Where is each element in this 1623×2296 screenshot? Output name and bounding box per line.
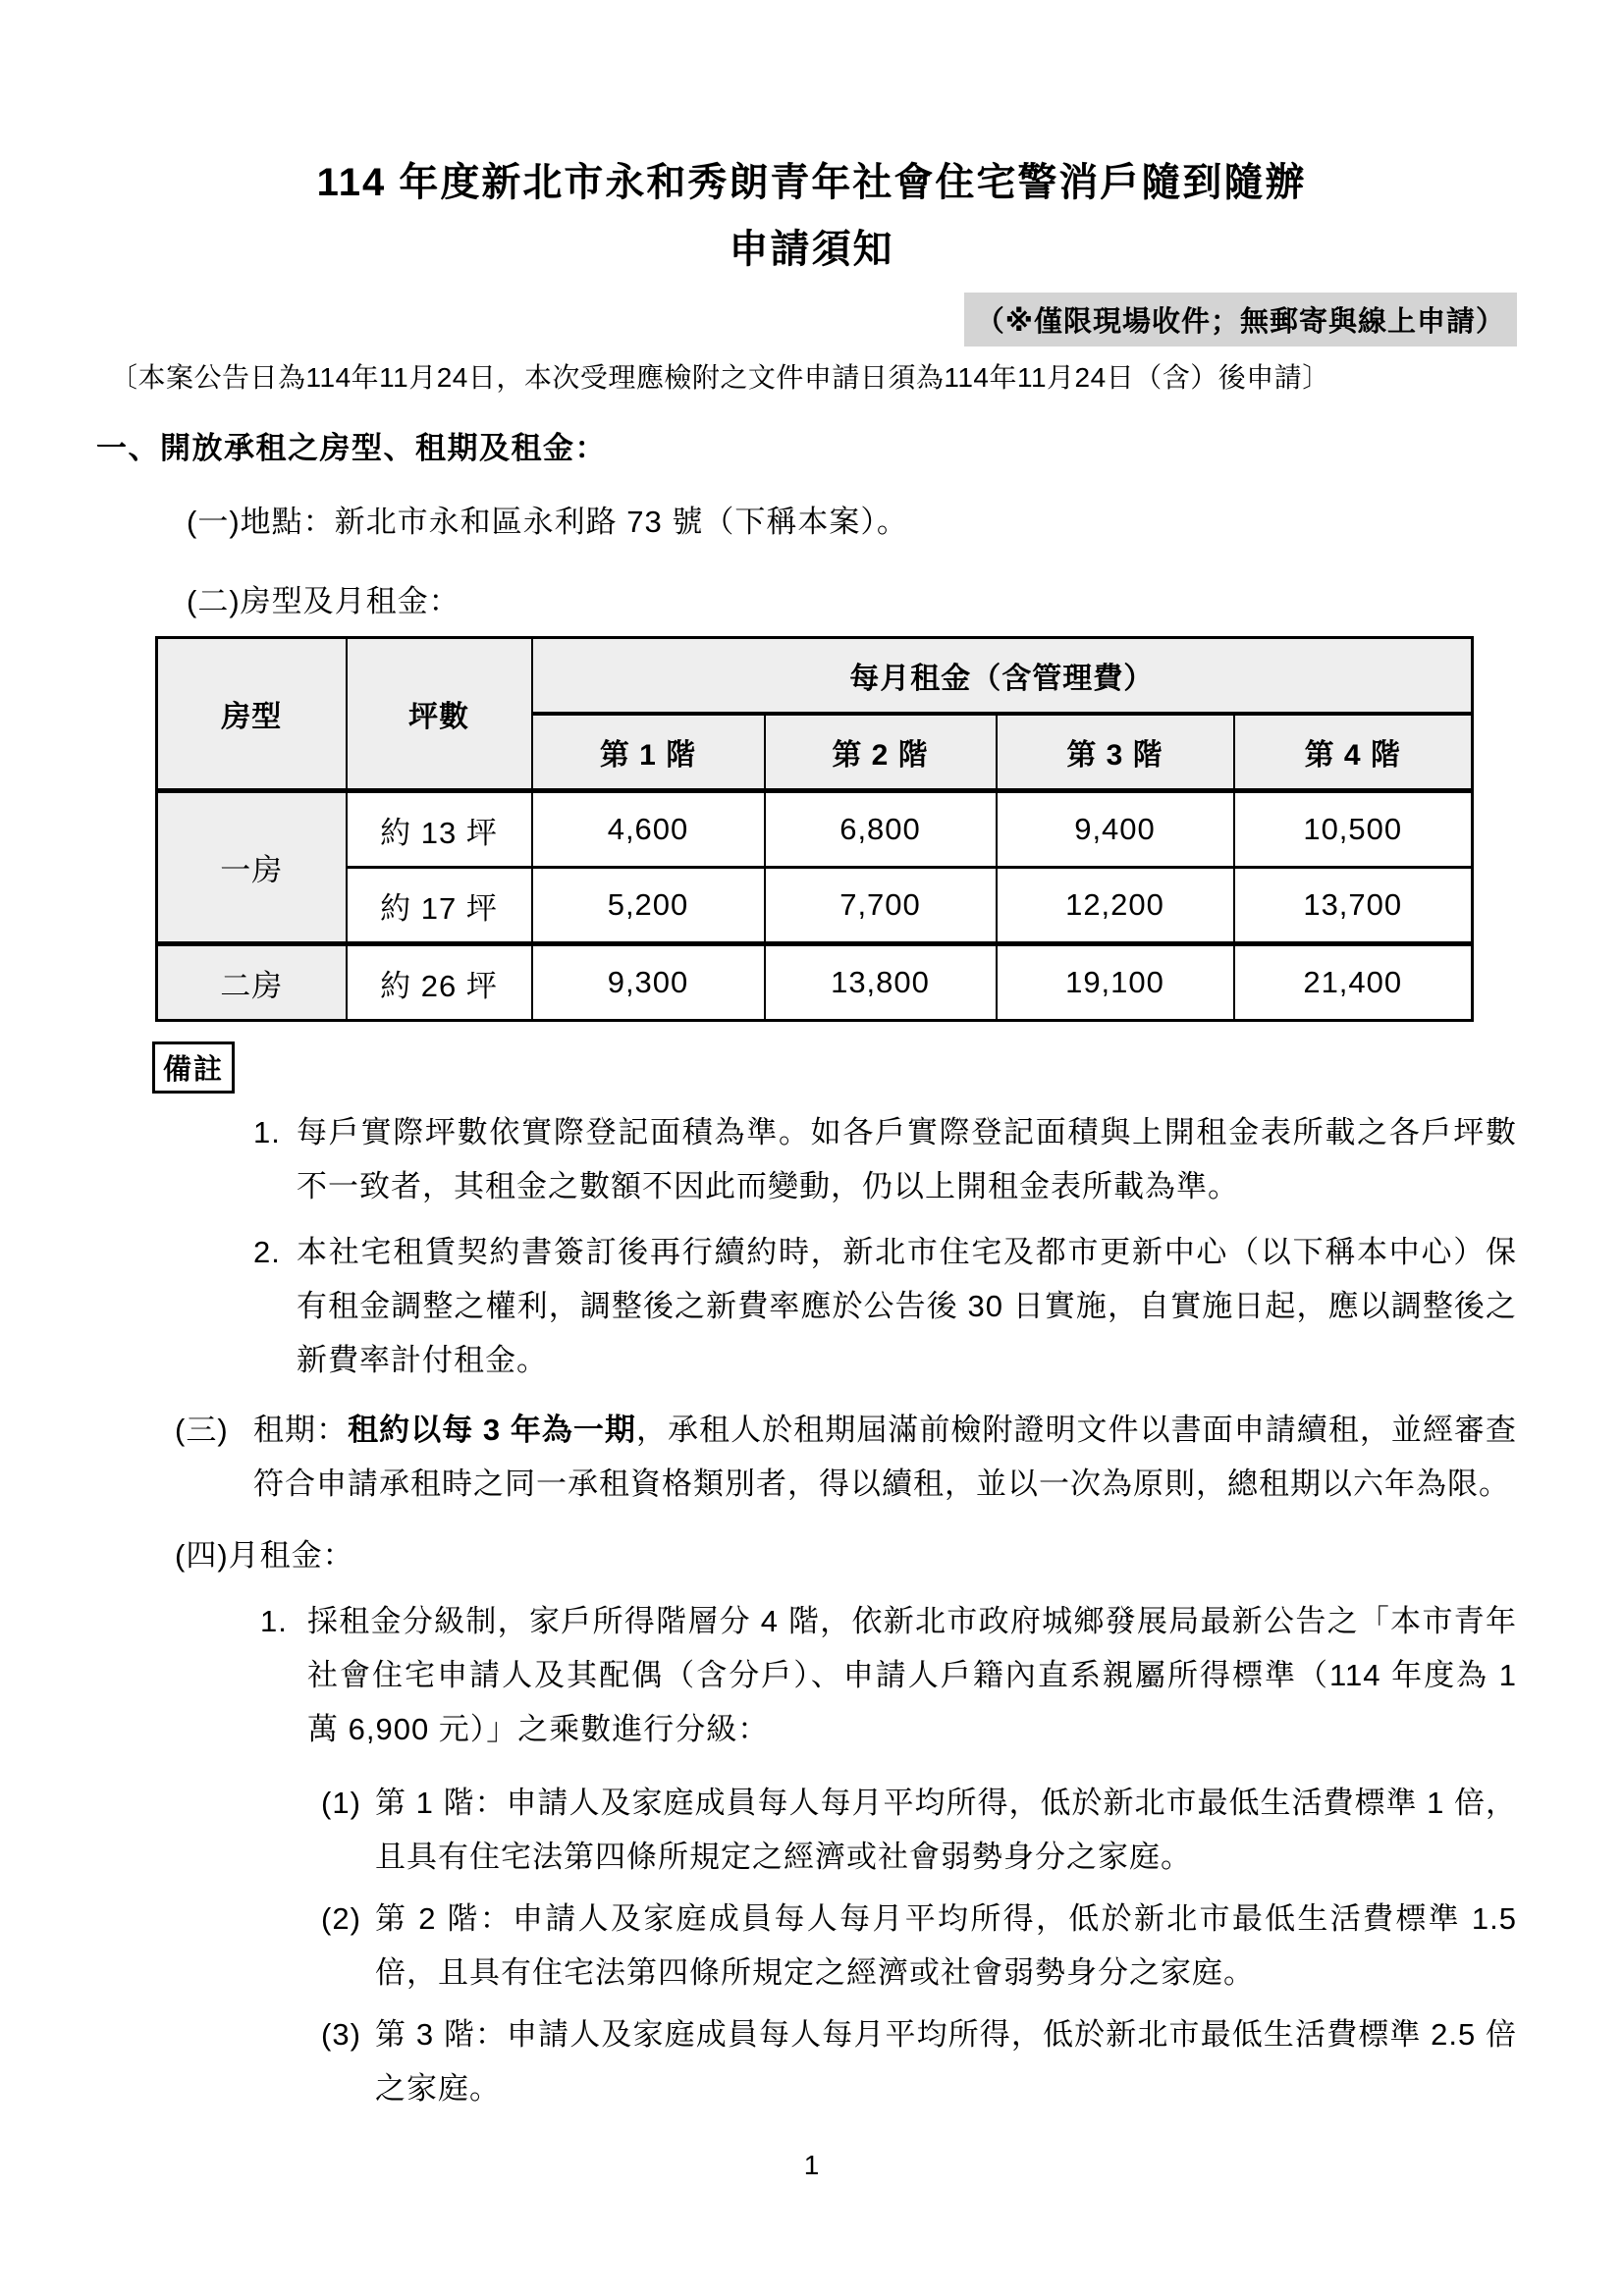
col-header-tier-2: 第 2 階 — [765, 714, 997, 791]
tier-item-1 — [321, 1776, 1517, 1884]
tier-item-2-number: (2) — [321, 1901, 361, 1936]
cell-rent: 13,800 — [765, 944, 997, 1021]
rent-table-header-row-1 — [157, 638, 1473, 715]
note-item-1-text: 每戶實際坪數依實際登記面積為準。如各戶實際登記面積與上開租金表所載之各戶坪數不一致者，其租金之數額不因此而變動，仍以上開租金表所載為準。 — [297, 1115, 1517, 1203]
cell-rent: 6,800 — [765, 791, 997, 868]
item-lease-term — [175, 1403, 1517, 1511]
note-item-1-number: 1. — [253, 1115, 281, 1149]
highlight-note-row — [0, 293, 1517, 347]
item-room-rent-text: 房型及月租金： — [240, 584, 460, 618]
cell-rent: 5,200 — [532, 868, 765, 944]
document-subtitle: 申請須知 — [729, 228, 894, 271]
note-item-2 — [253, 1225, 1517, 1387]
cell-rent: 12,200 — [997, 868, 1234, 944]
tier-item-3-text: 第 3 階：申請人及家庭成員每人每月平均所得，低於新北市最低生活費標準 2.5 倍之家庭。 — [375, 2017, 1517, 2106]
cell-size-26: 約 26 坪 — [347, 944, 532, 1021]
item-room-rent-label: (二) — [187, 584, 241, 618]
item-lease-term-text — [253, 1403, 1517, 1511]
note-item-2-number: 2. — [253, 1235, 281, 1269]
col-header-room-type: 房型 — [157, 638, 347, 791]
tier-item-1-text: 第 1 階：申請人及家庭成員每人每月平均所得，低於新北市最低生活費標準 1 倍，且具有住宅法第四條所規定之經濟或社會弱勢身分之家庭。 — [375, 1786, 1517, 1874]
rent-level-intro-number: 1. — [260, 1604, 288, 1638]
page-number: 1 — [803, 2150, 820, 2180]
col-header-tier-3: 第 3 階 — [997, 714, 1234, 791]
cell-rent: 21,400 — [1234, 944, 1473, 1021]
note-item-1 — [253, 1105, 1517, 1213]
tier-item-2 — [321, 1892, 1517, 2000]
item-monthly-rent-label: (四) — [175, 1538, 229, 1573]
col-header-monthly-rent: 每月租金（含管理費） — [532, 638, 1473, 715]
cell-room-type-1: 一房 — [157, 791, 347, 944]
note-item-2-text: 本社宅租賃契約書簽訂後再行續約時，新北市住宅及都市更新中心（以下稱本中心）保有租金調整之權利，調整後之新費率應於公告後 30 日實施，自實施日起，應以調整後之新費率計付租金。 — [297, 1235, 1517, 1377]
tier-item-1-number: (1) — [321, 1786, 361, 1820]
item-location-label: (一) — [187, 505, 241, 539]
table-row — [157, 868, 1473, 944]
lease-term-bold: 租約以每 3 年為一期 — [348, 1413, 636, 1447]
section-1-heading: 一、開放承租之房型、租期及租金： — [96, 431, 607, 465]
rent-level-intro-text: 採租金分級制，家戶所得階層分 4 階，依新北市政府城鄉發展局最新公告之「本市青年社會住宅申請人及其配偶（含分戶）、申請人戶籍內直系親屬所得標準（114 年度為 1 萬 6,900 元）」之乘數進行分級： — [307, 1604, 1517, 1746]
cell-rent: 4,600 — [532, 791, 765, 868]
announcement-date-note: 〔本案公告日為114年11月24日，本次受理應檢附之文件申請日須為114年11月24日（含）後申請〕 — [110, 362, 1330, 393]
cell-room-type-2: 二房 — [157, 944, 347, 1021]
col-header-size: 坪數 — [347, 638, 532, 791]
tier-item-3-number: (3) — [321, 2017, 361, 2052]
onsite-only-highlight-note: （※僅限現場收件；無郵寄與線上申請） — [964, 293, 1517, 347]
notes-label-wrap — [152, 1041, 1623, 1094]
lease-term-prefix: 租期： — [253, 1413, 349, 1447]
cell-size-17: 約 17 坪 — [347, 868, 532, 944]
cell-rent: 13,700 — [1234, 868, 1473, 944]
item-location-text: 地點：新北市永和區永利路 73 號（下稱本案）。 — [240, 505, 908, 539]
document-title: 114 年度新北市永和秀朗青年社會住宅警消戶隨到隨辦 — [316, 161, 1307, 204]
rent-table — [155, 636, 1474, 1022]
item-room-rent — [187, 576, 1623, 620]
cell-rent: 7,700 — [765, 868, 997, 944]
lease-term-rest: ，承租人於租期屆滿前檢附證明文件以書面申請續租，並經審查符合申請承租時之同一承租資格類別者，得以續租，並以一次為原則，總租期以六年為限。 — [253, 1413, 1518, 1501]
cell-rent: 10,500 — [1234, 791, 1473, 868]
tier-item-2-text: 第 2 階：申請人及家庭成員每人每月平均所得，低於新北市最低生活費標準 1.5 倍，且具有住宅法第四條所規定之經濟或社會弱勢身分之家庭。 — [375, 1901, 1517, 1990]
cell-rent: 9,400 — [997, 791, 1234, 868]
col-header-tier-4: 第 4 階 — [1234, 714, 1473, 791]
tier-item-3 — [321, 2007, 1517, 2115]
item-location — [187, 497, 1623, 541]
item-monthly-rent — [175, 1530, 1623, 1575]
notes-label: 備註 — [152, 1041, 235, 1094]
col-header-tier-1: 第 1 階 — [532, 714, 765, 791]
cell-size-13: 約 13 坪 — [347, 791, 532, 868]
item-monthly-rent-text: 月租金： — [228, 1538, 354, 1573]
table-row — [157, 791, 1473, 868]
item-lease-term-label: (三) — [175, 1413, 229, 1447]
cell-rent: 9,300 — [532, 944, 765, 1021]
rent-level-intro — [260, 1594, 1517, 1756]
table-row — [157, 944, 1473, 1021]
cell-rent: 19,100 — [997, 944, 1234, 1021]
